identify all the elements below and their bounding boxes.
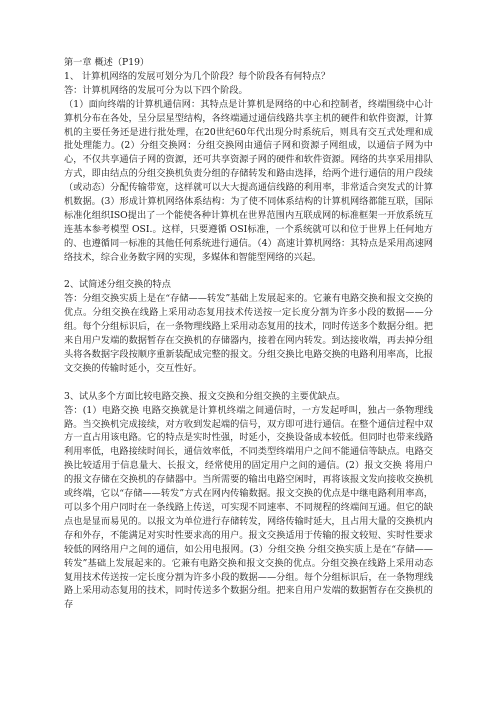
answer-3-body: 答：(1）电路交换 电路交换就是计算机终端之间通信时，一方发起呼叫，独占一条物理线路。当交换机完成接续，对方收到发起端的信号，双方即可进行通信。在整个通信过程中双方一直占用该电路。它的特点是实时性强，时延小，交换设备成本较低。但同时也带来线路利用率低，电路接续时间长，通信效率低，不同类型终端用户之间不能通信等缺点。电路交换比较适用于信息量大、长报文，经常使用的固定用户之间的通信。(2）报文交换 将用户的报文存储在交换机的存储器中。当所需要的输出电路空闲时，再将该报文发向接收交换机或终端，它以“存储——转发”方式在网内传输数据。报文交换的优点是中继电路利用率高，可以多个用户同时在一条线路上传送，可实现不同速率、不同规程的终端间互通。但它的缺点也是显而易见的。以报文为单位进行存储转发，网络传输时延大，且占用大量的交换机内存和外存，不能满足对实时性要求高的用户。报文交换适用于传输的报文较短、实时性要求较低的网络用户之间的通信，如公用电报网。(3）分组交换 分组交换实质上是在“存储——转发”基础上发展起来的。它兼有电路交换和报文交换的优点。分组交换在线路上采用动态复用技术传送按一定长度分割为许多小段的数据——分组。每个分组标识后，在一条物理线路上采用动态复用的技术，同时传送多个数据分组。把来自用户发端的数据暂存在交换机的存	[64, 404, 433, 611]
document-page	[64, 56, 433, 612]
answer-1-body: （1）面向终端的计算机通信网：其特点是计算机是网络的中心和控制者，终端围绕中心计算机分布在各处，呈分层星型结构，各终端通过通信线路共享主机的硬件和软件资源，计算机的主要任务还是进行批处理，在20世纪60年代出现分时系统后，则具有交互式处理和成批处理能力。(2）分组交换网：分组交换网由通信子网和资源子网组成，以通信子网为中心，不仅共享通信子网的资源，还可共享资源子网的硬件和软件资源。网络的共享采用排队方式，即由结点的分组交换机负责分组的存储转发和路由选择，给两个进行通信的用户段续（或动态）分配传输带宽，这样就可以大大提高通信线路的利用率，非常适合突发式的计算机数据。(3）形成计算机网络体系结构：为了使不同体系结构的计算机网络都能互联，国际标准化组织ISO提出了一个能使各种计算机在世界范围内互联成网的标准框架一开放系统互连基本参考模型 OSI.。这样，只要遵循 OSI标准，一个系统就可以和位于世界上任何地方的、也遵循同一标准的其他任何系统进行通信。（4）高速计算机网络：其特点是采用高速网络技术，综合业务数字网的实现，多媒体和智能型网络的兴起。	[64, 98, 433, 263]
question-2: 2、试简述分组交换的特点	[64, 279, 171, 291]
paragraph-gap	[64, 265, 433, 279]
answer-2-body: 答：分组交换实质上是在“存储——转发”基础上发展起来的。它兼有电路交换和报文交换的优点。分组交换在线路上采用动态复用技术传送按一定长度分割为许多小段的数据——分组。每个分组标识后，在一条物理线路上采用动态复用的技术，同时传送多个数据分组。把来自用户发端的数据暂存在交换机的存储器内，接着在网内转发。到达接收端，再去掉分组头将各数据字段按顺序重新装配成完整的报文。分组交换比电路交换的电路利用率高，比报文交换的传输时延小，交互性好。	[64, 293, 433, 374]
question-1: 1、 计算机网络的发展可划分为几个阶段？每个阶段各有何特点？	[64, 70, 331, 82]
answer-1-intro: 答：计算机网络的发展可分为以下四个阶段。	[64, 84, 248, 96]
paragraph-gap	[64, 376, 433, 390]
chapter-title: 第一章 概述（P19）	[64, 57, 150, 68]
question-3: 3、试从多个方面比较电路交换、报文交换和分组交换的主要优缺点。	[64, 390, 346, 402]
